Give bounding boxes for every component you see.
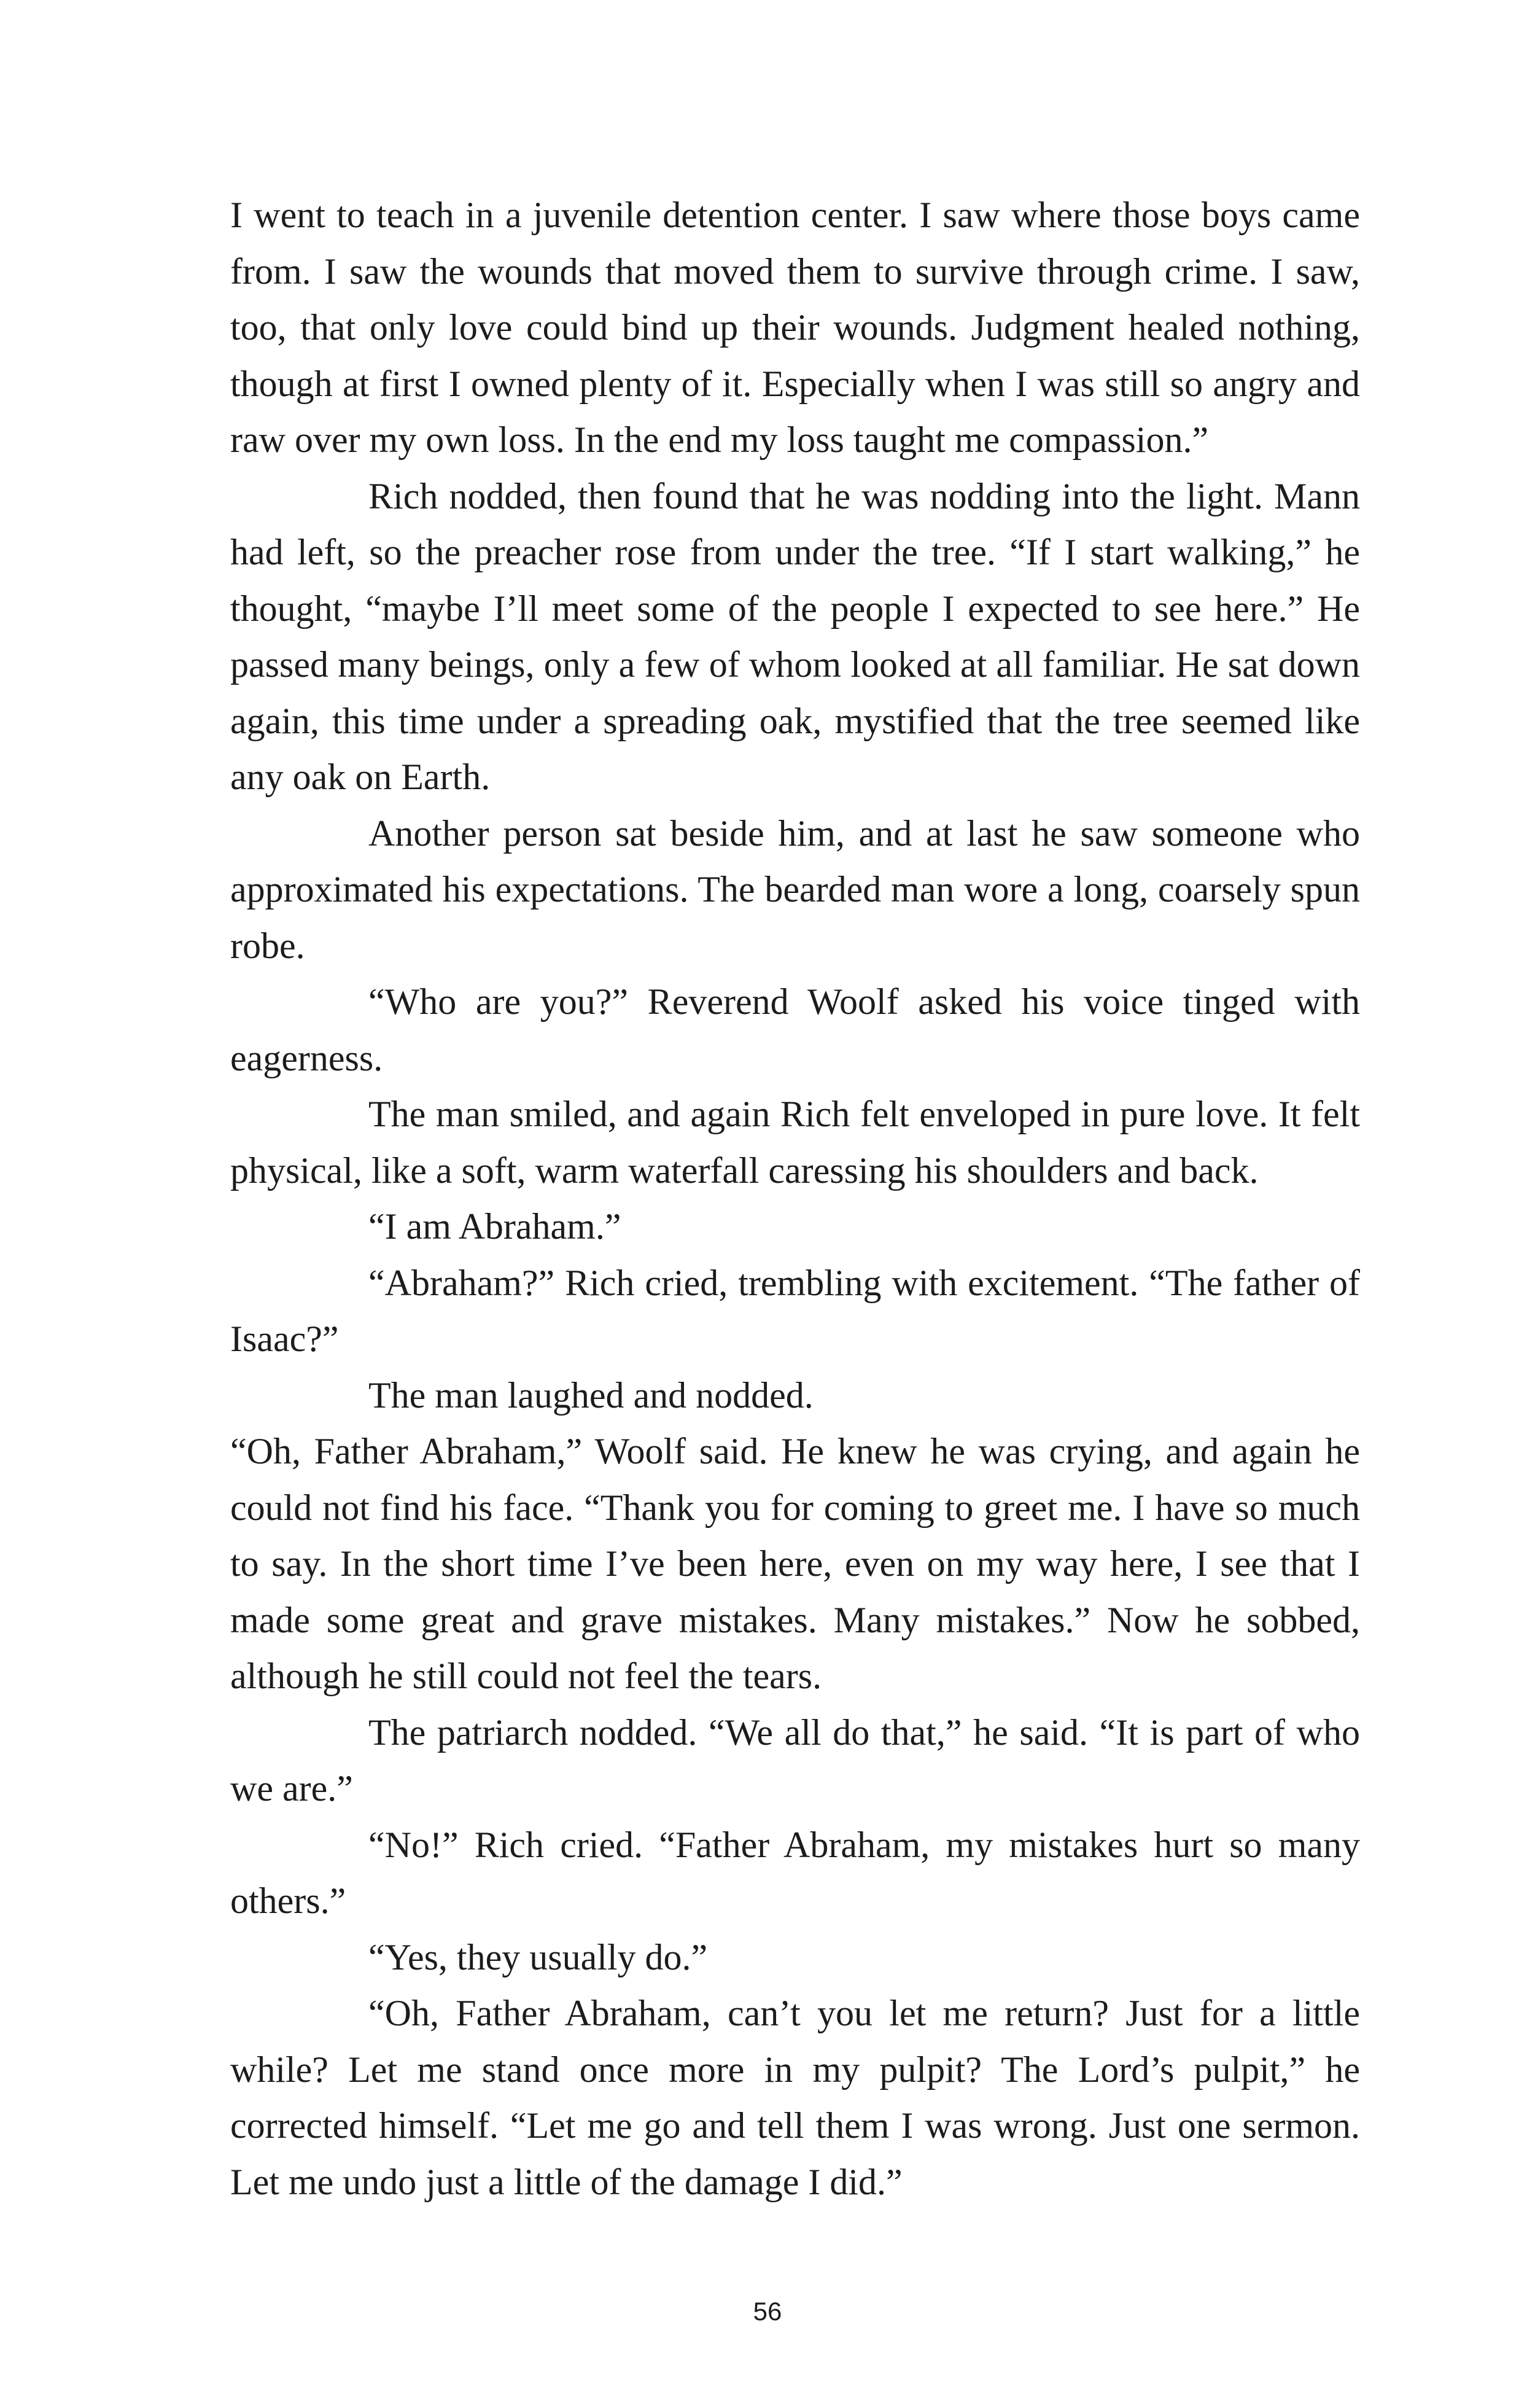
paragraph: “No!” Rich cried. “Father Abraham, my mistakes hurt so many others.”: [230, 1824, 1360, 1921]
paragraph: I went to teach in a juvenile detention center. I saw where those boys came from. I saw the wounds that moved them to survive through crime. I saw, too, that only love could bind up their wounds. Judgment healed nothing, though at first I owned plenty of it. Especially when I was still so angry and raw over my own loss. In the end my loss taught me compassion.”: [230, 195, 1360, 460]
paragraph: “Who are you?” Reverend Woolf asked his voice tinged with eagerness.: [230, 981, 1360, 1078]
paragraph: Another person sat beside him, and at last he saw someone who approximated his expectations. The bearded man wore a long, coarsely spun robe.: [230, 812, 1360, 966]
paragraph: Rich nodded, then found that he was nodding into the light. Mann had left, so the preacher rose from under the tree. “If I start walking,” he thought, “maybe I’ll meet some of the people I expected to see here.” He passed many beings, only a few of whom looked at all familiar. He sat down again, this time under a spreading oak, mystified that the tree seemed like any oak on Earth.: [230, 475, 1360, 797]
page-number: 56: [753, 2297, 782, 2326]
paragraph: “Oh, Father Abraham, can’t you let me return? Just for a little while? Let me stand once more in my pulpit? The Lord’s pulpit,” he corrected himself. “Let me go and tell them I was wrong. Just one sermon. Let me undo just a little of the damage I did.”: [230, 1993, 1360, 2202]
paragraph: “Oh, Father Abraham,” Woolf said. He knew he was crying, and again he could not find his face. “Thank you for coming to greet me. I have so much to say. In the short time I’ve been here, even on my way here, I see that I made some great and grave mistakes. Many mistakes.” Now he sobbed, although he still could not feel the tears.: [230, 1431, 1360, 1696]
paragraph: The patriarch nodded. “We all do that,” he said. “It is part of who we are.”: [230, 1712, 1360, 1809]
paragraph: “Abraham?” Rich cried, trembling with excitement. “The father of Isaac?”: [230, 1262, 1360, 1359]
paragraph: The man smiled, and again Rich felt enveloped in pure love. It felt physical, like a soft, warm waterfall caressing his shoulders and back.: [230, 1094, 1360, 1191]
paragraph: “Yes, they usually do.”: [368, 1936, 708, 1977]
paragraph: “I am Abraham.”: [368, 1206, 621, 1247]
paragraph: The man laughed and nodded.: [368, 1374, 814, 1416]
body-text: [230, 187, 1360, 2210]
